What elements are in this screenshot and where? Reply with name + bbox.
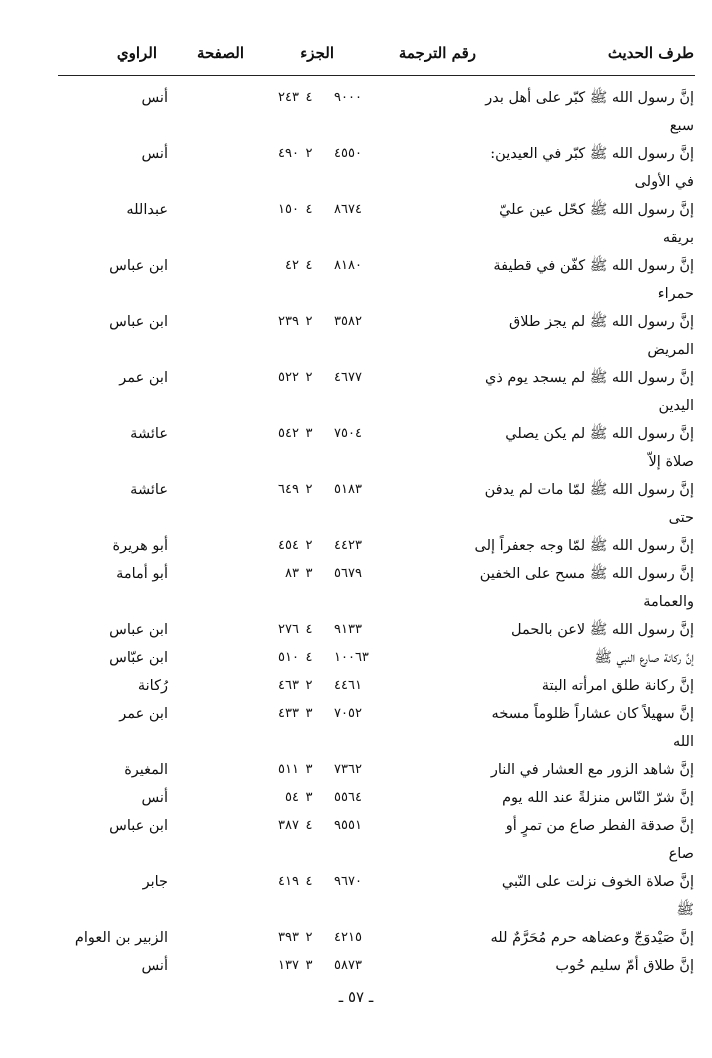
hadith-line: والعمامة bbox=[643, 594, 694, 610]
page-cell: ١٥٠ bbox=[278, 202, 299, 217]
page-cell: ٢٤٣ bbox=[278, 90, 299, 105]
page-cell: ٢٧٦ bbox=[278, 622, 299, 637]
juz-cell: ٢ bbox=[305, 370, 313, 385]
hadith-line: اليدين bbox=[658, 398, 694, 414]
hadith-line: إنَّ شاهد الزور مع العشار في النار bbox=[490, 762, 694, 778]
rawi-cell: عائشة bbox=[130, 482, 168, 498]
hadith-line: إنَّ ركانة صارع النبي ﷺ bbox=[594, 650, 694, 666]
page-cell: ١٣٧ bbox=[278, 958, 299, 973]
rawi-cell: أنس bbox=[141, 146, 168, 162]
hadith-cell bbox=[469, 364, 694, 420]
table-row bbox=[58, 140, 694, 196]
hadith-cell bbox=[469, 476, 694, 532]
header-divider bbox=[58, 75, 695, 76]
table-row bbox=[58, 784, 694, 812]
hadith-line: سبع bbox=[669, 118, 694, 134]
number-cell: ٥١٨٣ bbox=[334, 482, 362, 497]
page-cell: ٢٣٩ bbox=[278, 314, 299, 329]
number-cell: ٩٠٠٠ bbox=[334, 90, 362, 105]
hadith-line: في الأولى bbox=[634, 174, 694, 190]
rawi-cell: أبو أمامة bbox=[116, 566, 168, 582]
number-cell: ٤٦٧٧ bbox=[334, 370, 362, 385]
table-row bbox=[58, 868, 694, 924]
hadith-cell bbox=[469, 308, 694, 364]
hadith-cell bbox=[469, 420, 694, 476]
rawi-cell: عائشة bbox=[130, 426, 168, 442]
page-cell: ٥١٠ bbox=[278, 650, 299, 665]
juz-cell: ٣ bbox=[305, 706, 313, 721]
number-cell: ٧٥٠٤ bbox=[334, 426, 362, 441]
page-cell: ٣٩٣ bbox=[278, 930, 299, 945]
hadith-cell bbox=[469, 84, 694, 140]
table-row bbox=[58, 924, 694, 952]
number-cell: ٤٥٥٠ bbox=[334, 146, 362, 161]
number-cell: ٨٦٧٤ bbox=[334, 202, 362, 217]
rawi-cell: رُكانة bbox=[137, 678, 168, 694]
juz-cell: ٤ bbox=[305, 90, 313, 105]
hadith-line: إنَّ رسول الله ﷺ لم يجز طلاق bbox=[509, 314, 694, 330]
hadith-cell bbox=[469, 672, 694, 700]
hadith-cell bbox=[469, 700, 694, 756]
rawi-cell: أبو هريرة bbox=[112, 538, 168, 554]
hadith-line: صاع bbox=[668, 846, 694, 862]
number-cell: ٤٢١٥ bbox=[334, 930, 362, 945]
table-row bbox=[58, 196, 694, 252]
hadith-cell bbox=[469, 868, 694, 924]
juz-cell: ٤ bbox=[305, 818, 313, 833]
juz-cell: ٤ bbox=[305, 650, 313, 665]
juz-cell: ٤ bbox=[305, 622, 313, 637]
page-cell: ٥٤٢ bbox=[278, 426, 299, 441]
hadith-cell bbox=[469, 644, 694, 672]
hadith-cell bbox=[469, 756, 694, 784]
hadith-line: إنَّ رسول الله ﷺ لمّا مات لم يدفن bbox=[484, 482, 694, 498]
rawi-cell: جابر bbox=[142, 874, 168, 890]
juz-cell: ٤ bbox=[305, 874, 313, 889]
rawi-cell: عبدالله bbox=[126, 202, 168, 218]
hadith-line: إنَّ رسول الله ﷺ لم يسجد يوم ذي bbox=[485, 370, 694, 386]
hadith-cell bbox=[469, 616, 694, 644]
hadith-line: إنَّ رسول الله ﷺ كحّل عين عليّ bbox=[499, 202, 694, 218]
hadith-line: إنَّ رسول الله ﷺ لاعن بالحمل bbox=[511, 622, 694, 638]
hadith-line: إنَّ طلاق أمّ سليم حُوب bbox=[555, 958, 694, 974]
rawi-cell: المغيرة bbox=[124, 762, 168, 778]
number-cell: ٤٤٢٣ bbox=[334, 538, 362, 553]
rawi-cell: ابن عباس bbox=[109, 314, 168, 330]
hadith-line: حمراء bbox=[657, 286, 694, 302]
page-cell: ٤٢ bbox=[285, 258, 299, 273]
page-cell: ٥١١ bbox=[278, 762, 299, 777]
hadith-line: إنَّ رسول الله ﷺ كبّر في العيدين: bbox=[490, 146, 694, 162]
rawi-cell: ابن عباس bbox=[109, 258, 168, 274]
table-row bbox=[58, 952, 694, 980]
rawi-cell: ابن عمر bbox=[119, 370, 168, 386]
hadith-line: إنَّ صَيْدوَجّ وعضاهه حرم مُحَرَّمٌ لله bbox=[490, 930, 694, 946]
page-cell: ٥٤ bbox=[285, 790, 299, 805]
hadith-line: بريقه bbox=[662, 230, 694, 246]
number-cell: ٩١٣٣ bbox=[334, 622, 362, 637]
juz-cell: ٣ bbox=[305, 426, 313, 441]
juz-cell: ٢ bbox=[305, 538, 313, 553]
table-row bbox=[58, 364, 694, 420]
number-cell: ٩٦٧٠ bbox=[334, 874, 362, 889]
table-row bbox=[58, 308, 694, 364]
number-cell: ٥٨٧٣ bbox=[334, 958, 362, 973]
table-row bbox=[58, 616, 694, 644]
hadith-line: الله bbox=[672, 734, 694, 750]
table-row bbox=[58, 532, 694, 560]
table-row bbox=[58, 644, 694, 672]
page-cell: ٤٥٤ bbox=[278, 538, 299, 553]
rawi-cell: الزبير بن العوام bbox=[74, 930, 168, 946]
hadith-cell bbox=[469, 196, 694, 252]
page-cell: ٤١٩ bbox=[278, 874, 299, 889]
hadith-line: إنَّ رسول الله ﷺ مسح على الخفين bbox=[479, 566, 694, 582]
hadith-line: صلاة إلاّ bbox=[648, 454, 694, 470]
number-cell: ٨١٨٠ bbox=[334, 258, 362, 273]
juz-cell: ٤ bbox=[305, 202, 313, 217]
rawi-cell: ابن عباس bbox=[109, 818, 168, 834]
hadith-cell bbox=[469, 924, 694, 952]
page-cell: ٣٨٧ bbox=[278, 818, 299, 833]
rawi-cell: أنس bbox=[141, 90, 168, 106]
hadith-line: ﷺ bbox=[676, 902, 694, 918]
hadith-cell bbox=[469, 140, 694, 196]
juz-cell: ٣ bbox=[305, 566, 313, 581]
hadith-line: إنَّ سهيلاً كان عشاراً ظلوماً مسخه bbox=[491, 706, 694, 722]
rawi-cell: ابن عبّاس bbox=[109, 650, 168, 666]
header-number: رقم الترجمة bbox=[398, 44, 476, 62]
table-row bbox=[58, 700, 694, 756]
header-juz: الجزء bbox=[300, 44, 334, 62]
number-cell: ٣٥٨٢ bbox=[334, 314, 362, 329]
hadith-cell bbox=[469, 532, 694, 560]
page-number: ـ ٥٧ ـ bbox=[338, 988, 374, 1006]
header-hadith: طرف الحديث bbox=[607, 44, 694, 62]
number-cell: ٧٣٦٢ bbox=[334, 762, 362, 777]
number-cell: ١٠٠٦٣ bbox=[334, 650, 369, 665]
number-cell: ٥٥٦٤ bbox=[334, 790, 362, 805]
table-row bbox=[58, 476, 694, 532]
hadith-line: إنَّ صلاة الخوف نزلت على النّبي bbox=[501, 874, 694, 890]
juz-cell: ٢ bbox=[305, 678, 313, 693]
hadith-line: إنَّ رسول الله ﷺ لمّا وجه جعفراً إلى bbox=[474, 538, 694, 554]
table-row bbox=[58, 84, 694, 140]
table-row bbox=[58, 672, 694, 700]
page-cell: ٤٩٠ bbox=[278, 146, 299, 161]
page-cell: ٤٦٣ bbox=[278, 678, 299, 693]
number-cell: ٧٠٥٢ bbox=[334, 706, 362, 721]
rawi-cell: أنس bbox=[141, 790, 168, 806]
header-rawi: الراوي bbox=[116, 44, 157, 62]
juz-cell: ٢ bbox=[305, 482, 313, 497]
table-header bbox=[58, 40, 694, 76]
table-body bbox=[58, 84, 694, 980]
number-cell: ٩٥٥١ bbox=[334, 818, 362, 833]
hadith-line: المريض bbox=[647, 342, 694, 358]
table-row bbox=[58, 756, 694, 784]
table-row bbox=[58, 812, 694, 868]
hadith-line: إنَّ رسول الله ﷺ كفّن في قطيفة bbox=[493, 258, 694, 274]
juz-cell: ٤ bbox=[305, 258, 313, 273]
juz-cell: ٣ bbox=[305, 762, 313, 777]
table-row bbox=[58, 560, 694, 616]
juz-cell: ٢ bbox=[305, 146, 313, 161]
page-cell: ٤٣٣ bbox=[278, 706, 299, 721]
hadith-line: حتى bbox=[668, 510, 694, 526]
juz-cell: ٣ bbox=[305, 790, 313, 805]
number-cell: ٥٦٧٩ bbox=[334, 566, 362, 581]
hadith-cell bbox=[469, 784, 694, 812]
hadith-cell bbox=[469, 952, 694, 980]
hadith-line: إنَّ ركانة طلق امرأته البتة bbox=[541, 678, 694, 694]
table-row bbox=[58, 252, 694, 308]
hadith-cell bbox=[469, 560, 694, 616]
juz-cell: ٢ bbox=[305, 930, 313, 945]
hadith-cell bbox=[469, 252, 694, 308]
number-cell: ٤٤٦١ bbox=[334, 678, 362, 693]
juz-cell: ٣ bbox=[305, 958, 313, 973]
header-page: الصفحة bbox=[196, 44, 244, 62]
rawi-cell: أنس bbox=[141, 958, 168, 974]
page-cell: ٥٢٢ bbox=[278, 370, 299, 385]
juz-cell: ٢ bbox=[305, 314, 313, 329]
hadith-line: إنَّ صدقة الفطر صاع من تمرٍ أو bbox=[505, 818, 694, 834]
rawi-cell: ابن عباس bbox=[109, 622, 168, 638]
hadith-line: إنَّ رسول الله ﷺ كبّر على أهل بدر bbox=[485, 90, 694, 106]
table-row bbox=[58, 420, 694, 476]
hadith-cell bbox=[469, 812, 694, 868]
page-cell: ٨٣ bbox=[285, 566, 299, 581]
page-cell: ٦٤٩ bbox=[278, 482, 299, 497]
rawi-cell: ابن عمر bbox=[119, 706, 168, 722]
hadith-line: إنَّ رسول الله ﷺ لم يكن يصلي bbox=[505, 426, 694, 442]
hadith-line: إنَّ شرّ النّاس منزلةً عند الله يوم bbox=[502, 790, 694, 806]
